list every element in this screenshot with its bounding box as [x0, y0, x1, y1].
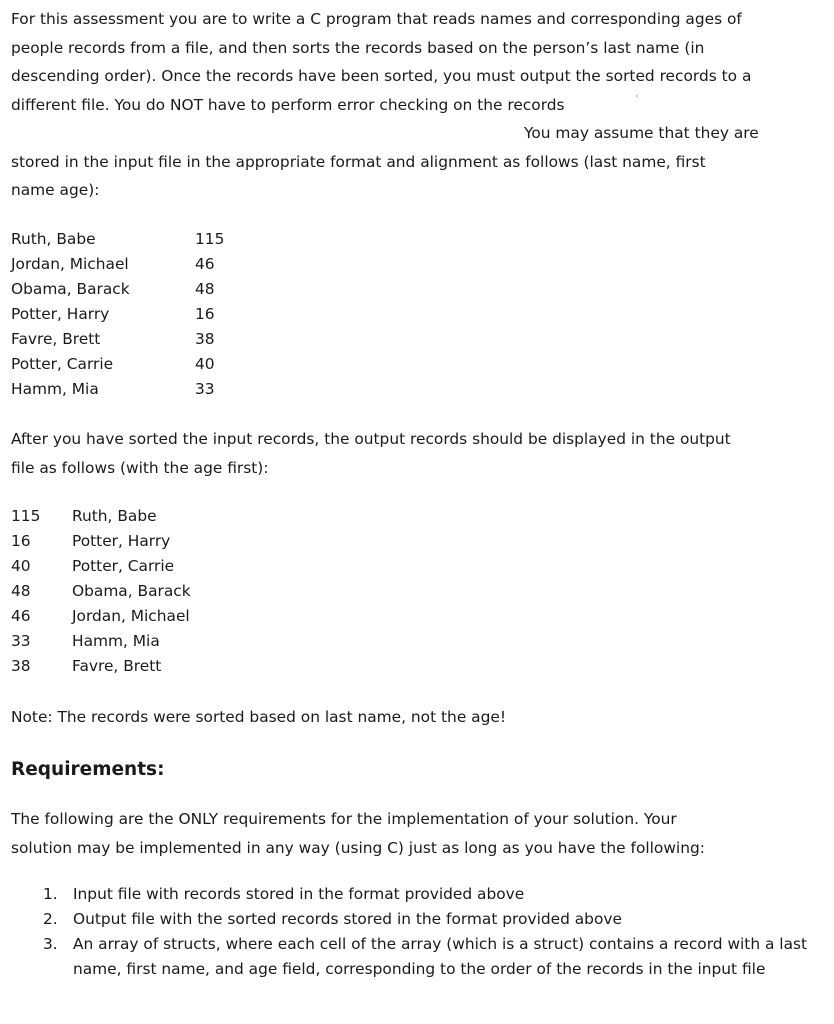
output-record-age: 16: [11, 532, 31, 550]
requirement-number: 3.: [43, 935, 58, 953]
input-record-name: Potter, Harry: [11, 305, 110, 323]
requirement-item: [0, 882, 813, 907]
input-record-name: Favre, Brett: [11, 330, 101, 348]
intro-line: descending order). Once the records have been sorted, you must output the sorted records to a: [11, 67, 752, 85]
requirements-list: [0, 882, 813, 982]
output-record-age: 33: [11, 632, 31, 650]
output-record-age: 40: [11, 557, 31, 575]
input-record-age: 48: [195, 280, 215, 298]
intro-line: stored in the input file in the appropriate format and alignment as follows (last name, first: [11, 152, 706, 171]
after-sort-line: file as follows (with the age first):: [11, 458, 269, 477]
requirement-number: 2.: [43, 910, 58, 928]
input-record-age: 33: [195, 380, 215, 398]
requirement-text: An array of structs, where each cell of the array (which is a struct) contains a record with a last name, first name, and age field, corresponding to the order of the records in the input file: [73, 935, 808, 978]
input-record-age: 46: [195, 255, 215, 273]
output-record-age: 115: [11, 507, 41, 525]
after-sort-paragraph: [11, 425, 826, 482]
output-record-name: Jordan, Michael: [72, 607, 190, 625]
input-record-age: 38: [195, 330, 215, 348]
input-record-name: Ruth, Babe: [11, 230, 96, 248]
requirement-text: Input file with records stored in the format provided above: [73, 885, 525, 903]
note-text: Note: The records were sorted based on last name, not the age!: [11, 708, 507, 726]
input-record-name: Hamm, Mia: [11, 380, 99, 398]
output-record-age: 46: [11, 607, 31, 625]
requirement-item: [0, 907, 813, 932]
output-record-name: Favre, Brett: [72, 657, 162, 675]
intro-line: people records from a file, and then sorts the records based on the person’s last name (in: [11, 38, 705, 57]
requirements-heading: Requirements:: [11, 759, 165, 780]
output-record-name: Ruth, Babe: [72, 507, 157, 525]
requirements-intro-line: solution may be implemented in any way (using C) just as long as you have the following:: [11, 838, 705, 857]
output-record-name: Obama, Barack: [72, 582, 191, 600]
stray-mark: [636, 95, 638, 97]
after-sort-line: After you have sorted the input records, the output records should be displayed in the output: [11, 430, 731, 448]
input-record-name: Jordan, Michael: [11, 255, 129, 273]
input-record-age: 40: [195, 355, 215, 373]
requirement-text: Output file with the sorted records stored in the format provided above: [73, 910, 622, 928]
requirements-intro-paragraph: [11, 805, 826, 862]
output-record-name: Potter, Harry: [72, 532, 171, 550]
output-record-age: 38: [11, 657, 31, 675]
input-record-name: Obama, Barack: [11, 280, 130, 298]
intro-paragraph: [11, 5, 826, 205]
output-record-name: Hamm, Mia: [72, 632, 160, 650]
intro-line: name age):: [11, 181, 100, 199]
output-record-name: Potter, Carrie: [72, 557, 175, 575]
input-record-age: 16: [195, 305, 215, 323]
intro-line: For this assessment you are to write a C program that reads names and corresponding ages of: [11, 10, 742, 28]
requirement-number: 1.: [43, 885, 58, 903]
intro-line: You may assume that they are: [524, 124, 759, 142]
input-record-age: 115: [195, 230, 225, 248]
output-record-age: 48: [11, 582, 31, 600]
requirement-item: [0, 932, 813, 982]
input-record-name: Potter, Carrie: [11, 355, 114, 373]
intro-line: different file. You do NOT have to perform error checking on the records: [11, 95, 565, 114]
requirements-intro-line: The following are the ONLY requirements for the implementation of your solution. Your: [11, 810, 677, 828]
